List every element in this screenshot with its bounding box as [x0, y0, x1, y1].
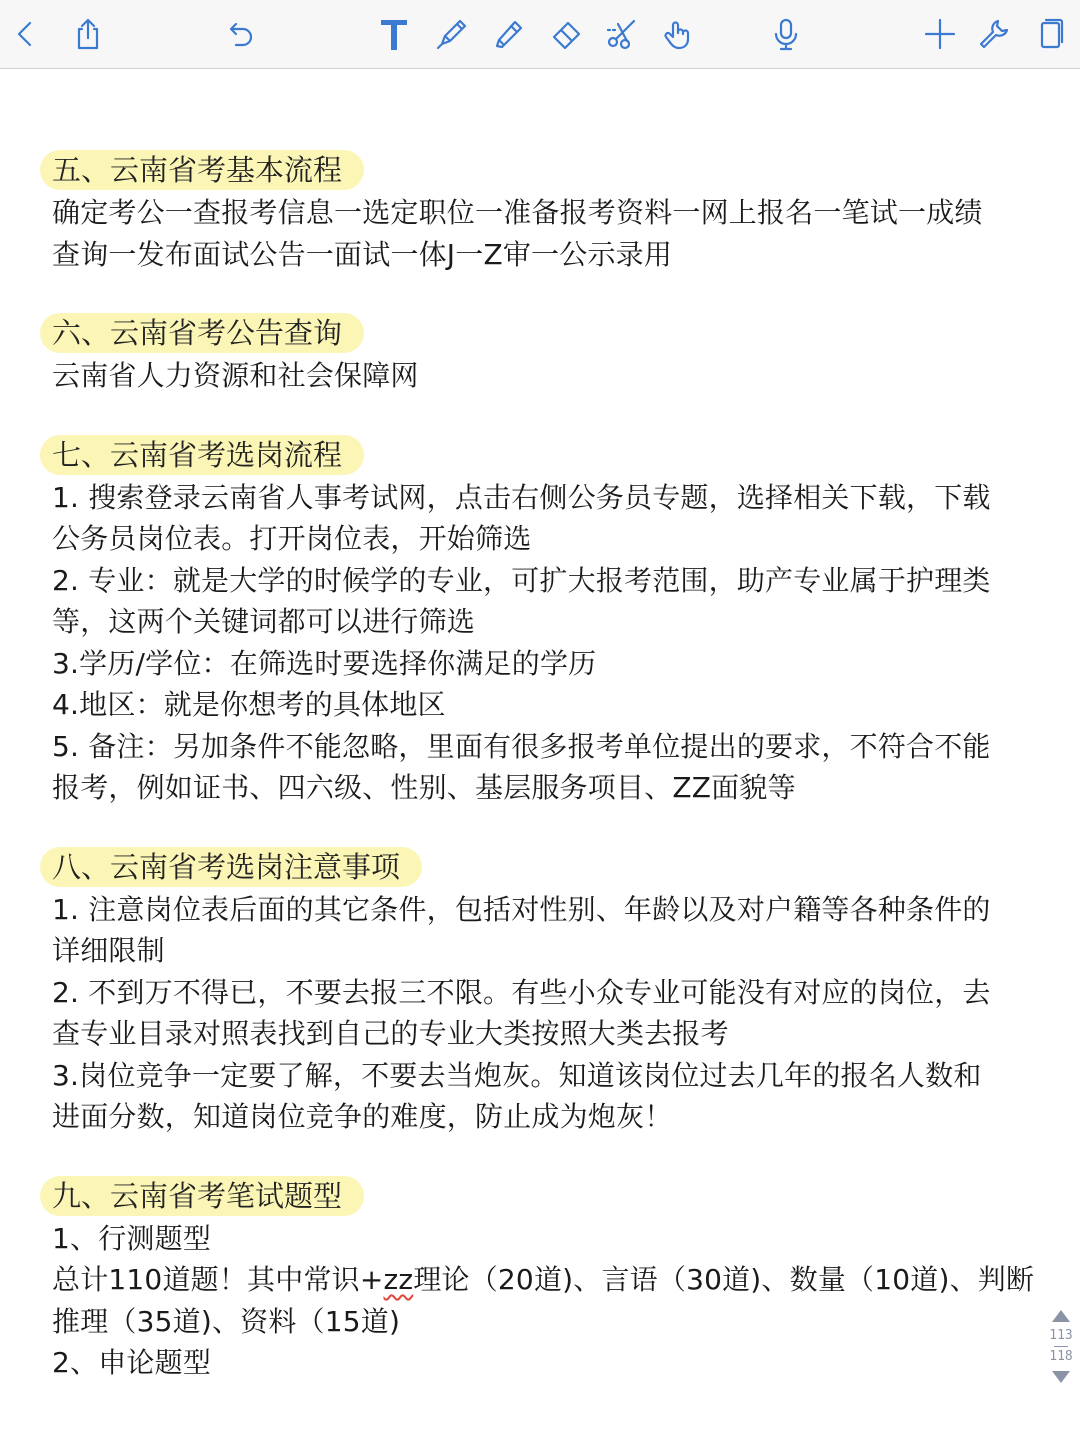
- page-down-icon[interactable]: [1052, 1371, 1070, 1383]
- highlighter-icon[interactable]: [486, 12, 530, 56]
- text-tool-icon[interactable]: [372, 12, 416, 56]
- page-icon[interactable]: [1028, 12, 1072, 56]
- top-toolbar: [0, 0, 1080, 69]
- page-divider: [1054, 1346, 1068, 1347]
- section-heading: 六、云南省考公告查询: [40, 313, 364, 353]
- hand-pointer-icon[interactable]: [656, 12, 700, 56]
- page-indicator: [1046, 1310, 1076, 1410]
- wrench-icon[interactable]: [972, 12, 1016, 56]
- text-line: 2. 不到万不得已，不要去报三不限。有些小众专业可能没有对应的岗位，去: [52, 975, 991, 1009]
- text-line: 总计110道题！其中常识+zz理论（20道)、言语（30道)、数量（10道)、判断: [52, 1263, 1035, 1296]
- total-pages: 118: [1049, 1349, 1073, 1364]
- text-line: 3.学历/学位：在筛选时要选择你满足的学历: [52, 646, 597, 680]
- text-line: 1. 注意岗位表后面的其它条件，包括对性别、年龄以及对户籍等各种条件的: [52, 892, 991, 926]
- section: [52, 313, 1032, 397]
- text-line: 进面分数，知道岗位竞争的难度，防止成为炮灰！: [52, 1100, 673, 1133]
- section: [52, 435, 1032, 809]
- section: [52, 150, 1032, 275]
- page-up-icon[interactable]: [1052, 1310, 1070, 1322]
- text-line: 3.岗位竞争一定要了解，不要去当炮灰。知道该岗位过去几年的报名人数和: [52, 1058, 982, 1092]
- text-line: 查专业目录对照表找到自己的专业大类按照大类去报考: [52, 1017, 729, 1050]
- text-line: 2、申论题型: [52, 1346, 212, 1379]
- section-heading: 八、云南省考选岗注意事项: [40, 847, 422, 887]
- text-line: 确定考公一查报考信息一选定职位一准备报考资料一网上报名一笔试一成绩: [52, 196, 983, 229]
- text-line: 4.地区：就是你想考的具体地区: [52, 688, 446, 721]
- section-heading: 七、云南省考选岗流程: [40, 435, 364, 475]
- microphone-icon[interactable]: [764, 12, 808, 56]
- note-content[interactable]: [52, 150, 1035, 1422]
- text-line: 2. 专业：就是大学的时候学的专业，可扩大报考范围，助产专业属于护理类: [52, 563, 991, 597]
- back-chevron-icon[interactable]: [4, 12, 48, 56]
- text-line: 5. 备注：另加条件不能忽略，里面有很多报考单位提出的要求，不符合不能: [52, 729, 991, 763]
- text-line: 报考，例如证书、四六级、性别、基层服务项目、ZZ面貌等: [52, 771, 796, 804]
- pen-icon[interactable]: [430, 12, 474, 56]
- current-page: 113: [1049, 1328, 1073, 1343]
- text-line: 等，这两个关键词都可以进行筛选: [52, 605, 476, 638]
- section: [52, 847, 1032, 1138]
- scissors-icon[interactable]: [600, 12, 644, 56]
- text-line: 详细限制: [52, 934, 165, 967]
- text-line: 查询一发布面试公告一面试一体J一Z审一公示录用: [52, 237, 673, 271]
- text-line: 推理（35道)、资料（15道): [52, 1304, 401, 1338]
- undo-icon[interactable]: [218, 12, 262, 56]
- section-heading: 五、云南省考基本流程: [40, 150, 364, 190]
- plus-icon[interactable]: [918, 12, 962, 56]
- spellcheck-underline: zz: [383, 1263, 414, 1296]
- text-line: 1、行测题型: [52, 1221, 212, 1255]
- text-line: 公务员岗位表。打开岗位表，开始筛选: [52, 522, 532, 555]
- eraser-icon[interactable]: [544, 12, 588, 56]
- text-line: 1. 搜索登录云南省人事考试网，点击右侧公务员专题，选择相关下载，下载: [52, 480, 991, 514]
- section: [52, 1176, 1035, 1384]
- section-heading: 九、云南省考笔试题型: [40, 1176, 364, 1216]
- share-icon[interactable]: [66, 12, 110, 56]
- text-line: 云南省人力资源和社会保障网: [52, 359, 419, 392]
